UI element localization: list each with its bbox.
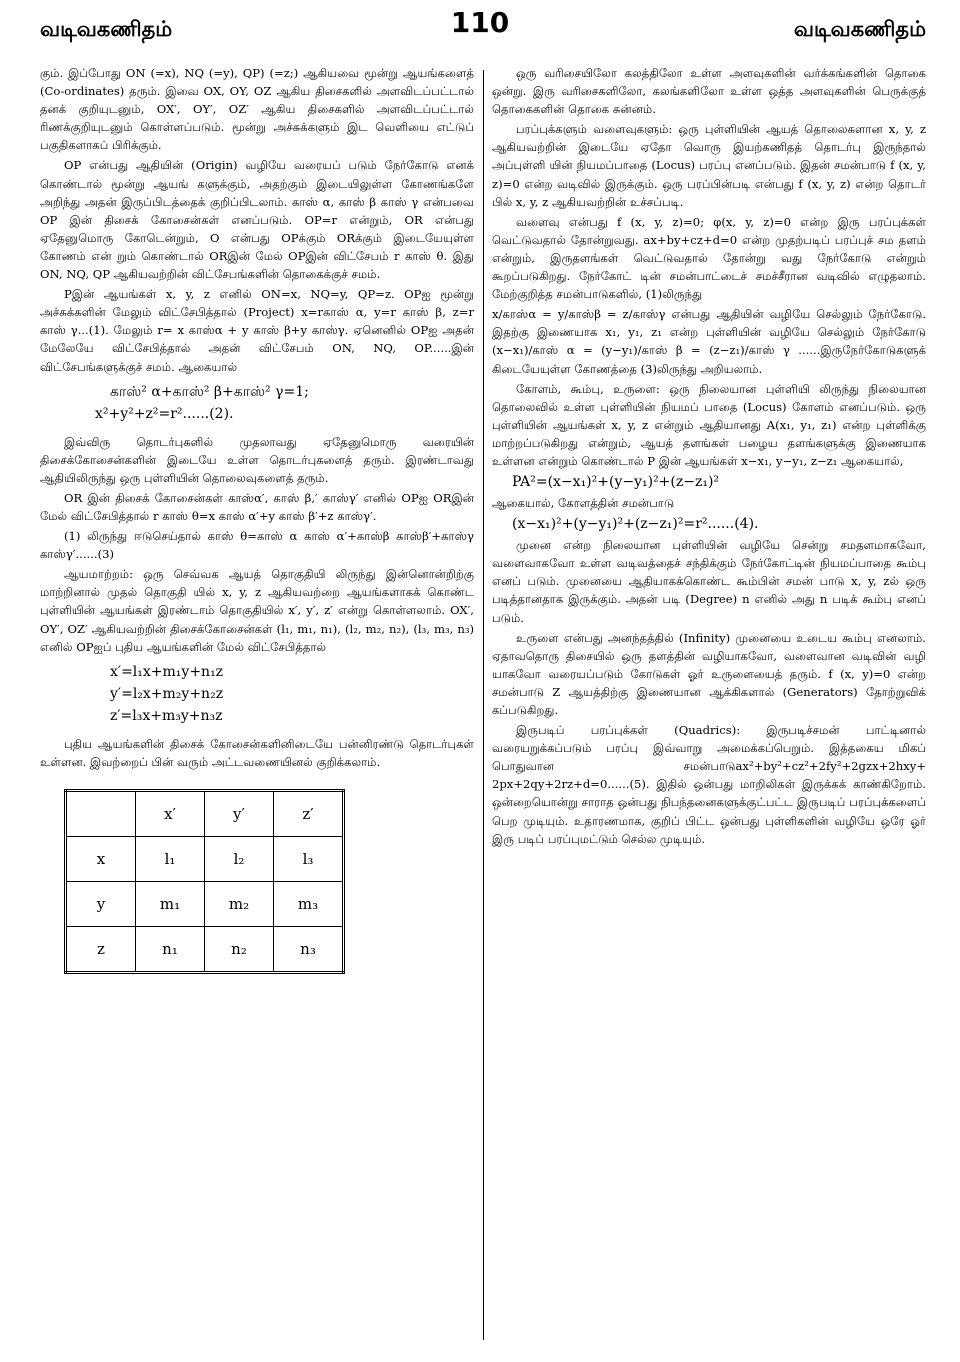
table-cell [66,790,136,836]
table-header-row [66,790,344,836]
table-cell: z′ [274,790,344,836]
paragraph: இவ்விரு தொடர்புகளில் முதலாவது ஏதேனுமொரு வரையின் திசைக்கோசைன்களின் இடையே உள்ள தொடர்புகளைத் தரும். இரண்டாவது ஆதியிலிருந்து ஒரு புள்ளியின் தொலைவுகளைத் தரும். [40,434,474,485]
table-cell: x′ [136,790,205,836]
table-row [66,926,344,972]
equation: காஸ்² α+காஸ்² β+காஸ்² γ=1; [110,383,309,400]
page-header [40,10,926,44]
table-cell: z [66,926,136,972]
table-cell: m₃ [274,881,344,926]
equation: PA²=(x−x₁)²+(y−y₁)²+(z−z₁)² [512,474,720,491]
paragraph: வளைவு என்பது f (x, y, z)=0; φ(x, y, z)=0 என்ற இரு பரப்புக்கள் வெட்டுவதால் தோன்றுவது. ax+by+cz+d=0 என்ற முதற்படிப் பரப்புச் சம தளம் என்றும், இருதளங்கள் வெட்டுவதால் தோன்று வது நேர்கோடு என்றும் கூறப்படுகிறது. நேர்கோட் டின் சமன்பாட்டைச் சமச்சீரான வடிவில் எழுதலாம். மேற்குறித்த சமன்பாடுகளில், (1)லிருந்து [492,214,926,302]
paragraph: உருளை என்பது அனந்தத்தில் (Infinity) முனையை உடைய கூம்பு எனலாம். ஏதாவதொரு திசையில் ஒரு தளத்தின் வழியாகவோ, வளைவான வடிவின் வழி யாகவோ வரையப்படும் கோடுகள் ஓர் உருளையைத் தரும். f (x, y)=0 என்ற சமன்பாடு Z ஆயத்திற்கு இணையான ஆக்கிகளால் (Generators) தோற்றுவிக் கப்படுகிறது. [492,630,926,717]
equation: y′=l₂x+m₂y+n₂z [110,685,224,702]
table-row [66,836,344,881]
table-cell: n₂ [205,926,274,972]
table-row [66,881,344,926]
paragraph: ஆயமாற்றம்: ஒரு செவ்வக ஆயத் தொகுதியி லிருந்து இன்னொன்றிற்கு மாற்றினால் முதல் தொகுதி யில் x, y, z ஆகியவற்றை ஆயங்களாகக் கொண்ட புள்ளியின் ஆயங்கள் இரண்டாம் தொகுதியில் x′, y′, z′ என்று கொள்ளலாம். OX′, OY′, OZ′ ஆகியவற்றின் திசைக்கோசைன்கள் (l₁, m₁, n₁), (l₂, m₂, n₂), (l₃, m₃, n₃) எனில் OPஐப் புதிய ஆயங்களின் மேல் விட்சேபித்தால் [40,567,474,654]
paragraph: கோளம், கூம்பு, உருளை: ஒரு நிலையான புள்ளியி லிருந்து நிலையான தொலைவில் உள்ள புள்ளியின் நியமப் பாதை (Locus) கோளம் எனப்படும். ஒரு புள்ளியின் ஆயங்கள் x, y, z என்றும் ஆதியானது A(x₁, y₁, z₁) என்ற புள்ளிக்கு மாற்றப்படுகிறது என்றும், ஆயத் தளங்கள் பழைய தளங்களுக்கு இணையாக உள்ளன என்றும் கொண்டால் P இன் ஆயங்கள் x−x₁, y−y₁, z−z₁ ஆகையால், [492,381,926,468]
equation: x²+y²+z²=r²......(2). [95,405,234,422]
paragraph: OR இன் திசைக் கோசைன்கள் காஸ்α′, காஸ் β,′ காஸ்γ′ எனில் OPஐ ORஇன் மேல் விட்சேபித்தால் r காஸ் θ=x காஸ் α′+y காஸ் β′+z காஸ்γ′. [40,490,474,523]
equation-block [40,382,474,425]
table-cell: x [66,836,136,881]
table-cell: l₁ [136,836,205,881]
equation: z′=l₃x+m₃y+n₃z [110,707,223,724]
running-head-right: வடிவகணிதம் [793,17,926,41]
table-cell: n₃ [274,926,344,972]
paragraph: கும். இப்போது ON (=x), NQ (=y), QP) (=z;) ஆகியவை மூன்று ஆயங்களைத் (Co-ordinates) தரும். இவை OX, OY, OZ ஆகிய திசைகளில் அளவிடப்பட்டால் தனக் குறியுடனும், OX′, OY′, OZ′ ஆகிய திசைகளில் அளவிடப்பட்டால் ரிணக்குறியுடனும் கொள்ளப்படும். மூன்று அச்சுக்களும் இட வெளியை எட்டுப் பகுதிகளாகப் பிரிக்கும். [40,66,474,153]
direction-cosine-table [64,789,345,974]
paragraph: Pஇன் ஆயங்கள் x, y, z எனில் ON=x, NQ=y, QP=z. OPஐ மூன்று அச்சுக்களின் மேலும் விட்சேபித்தால் (Project) x=rகாஸ் α, y=r காஸ் β, z=r காஸ் γ...(1). மேலும் r= x காஸ்α + y காஸ் β+y காஸ்γ. ஏனெனில் OPஐ அதன் மேலேயே விட்சேபித்தால் அதன் விட்சேபம் ON, NQ, OP......இன் விட்சேபங்களுக்குச் சமம். ஆகையால் [40,287,474,374]
left-column [40,64,474,974]
page-number: 110 [450,6,510,39]
table-cell: l₂ [205,836,274,881]
table-cell: l₃ [274,836,344,881]
table-cell: y [66,881,136,926]
paragraph: இருபடிப் பரப்புக்கள் (Quadrics): இருபடிச்சமன் பாட்டினால் வரையறுக்கப்படும் பரப்பு இவ்வாறு அமைக்கப்பெறும். இத்தகைய மிகப் பொதுவான சமன்பாடுax²+by²+cz²+2fy²+2gzx+2hxy+ 2px+2qy+2rz+d=0......(5). இதில் ஒன்பது மாறிலிகள் இருக்கக் காண்கிறோம். ஒன்றையொன்று சாராத ஒன்பது நிபந்தனைகளுக்குட்பட்ட இருபடிப் பரப்புக்களைப் பெற முடியும். உதாரணமாக, குறிப் பிட்ட ஒன்பது புள்ளிகளின் வழியே ஒரே ஓர் இரு படிப் பரப்புமட்டும் செல்ல முடியும். [492,723,926,846]
paragraph: பரப்புக்களும் வளைவுகளும்: ஒரு புள்ளியின் ஆயத் தொலைகளான x, y, z ஆகியவற்றின் இடையே ஏதோ வொரு இயற்கணிதத் தொடர்பு இருந்தால் அப்புள்ளி யின் நியமப்பாதை (Locus) பரப்பு எனப்படும். இதன் சமன்பாடு f (x, y, z)=0 என்ற வடிவில் இருக்கும். ஒரு பரப்பின்படி என்பது f (x, y, z) என்ற தொடர் பில் x, y, z ஆகியவற்றின் உச்சப்படி. [492,122,926,209]
paragraph: ஆகையால், கோளத்தின் சமன்பாடு [492,496,675,511]
equation: (x−x₁)²+(y−y₁)²+(z−z₁)²=r²......(4). [512,516,759,533]
paragraph: (1) லிருந்து ஈடுசெய்தால் காஸ் θ=காஸ் α காஸ் α′+காஸ்β காஸ்β′+காஸ்γ காஸ்γ′......(3) [40,529,474,562]
equation: x′=l₁x+m₁y+n₁z [110,663,224,680]
equation-block [40,662,474,727]
paragraph: x/காஸ்α = y/காஸ்β = z/காஸ்γ என்பது ஆதியின் வழியே செல்லும் நேர்கோடு. இதற்கு இணையாக x₁, y₁, z₁ என்ற புள்ளியின் வழியே செல்லும் நேர்கோடு (x−x₁)/காஸ் α = (y−y₁)/காஸ் β = (z−z₁)/காஸ் γ ......இருநேர்கோடுகளுக் கிடையேயுள்ள கோணத்தை (3)லிருந்து அறியலாம். [492,307,926,376]
column-divider [483,70,484,1340]
table-cell: n₁ [136,926,205,972]
table-cell: m₁ [136,881,205,926]
table-cell: m₂ [205,881,274,926]
paragraph: புதிய ஆயங்களின் திசைக் கோசைன்களினிடையே பன்னிரண்டு தொடர்புகள் உள்ளன. இவற்றைப் பின் வரும் அட்டவணையினல் குறிக்கலாம். [40,736,474,769]
table-cell: y′ [205,790,274,836]
paragraph: ஒரு வரிசையிலோ கலத்திலோ உள்ள அளவுகளின் வர்க்கங்களின் தொகை ஒன்று. இரு வரிசைகளிலோ, கலங்களிலோ உள்ள ஒத்த அளவுகளின் பெருக்குத் தொகைகளின் தொகை சுன்னம். [492,66,926,117]
running-head-left: வடிவகணிதம் [40,17,173,41]
paragraph: முனை என்ற நிலையான புள்ளியின் வழியே சென்று சமதளமாகவோ, வளைவாகவோ உள்ள வடிவத்தைச் சந்திக்கும் நேர்கோட்டின் நியமப்பாதை கூம்பு எனப் படும். முனையை ஆதியாகக்கொண்ட கூம்பின் சமன் பாடு x, y, zல் ஒரு படித்தானதாக இருக்கும். அதன் படி (Degree) n எனில் அது n படிக் கூம்பு எனப் படும். [492,538,926,625]
paragraph: OP என்பது ஆதியின் (Origin) வழியே வரையப் படும் நேர்கோடு எனக் கொண்டால் மூன்று ஆயங் களுக்கும், அதற்கும் இடையிலுள்ள கோணங்களே அறிந்து அதன் இருப்பிடத்தைக் குறிப்பிடலாம். காஸ் α, காஸ் β காஸ் γ என்பவை OP இன் திசைக் கோசைன்கள் எனப்படும். OP=r என்றும், OR என்பது ஏதேனுமொரு கோடென்றும், O என்பது OPக்கும் ORக்கும் இடையேயுள்ள கோணம் என் றும் கொண்டால் ORஇன் மேல் OPஇன் விட்சேபம் r காஸ் θ. இது ON, NQ, QP ஆகியவற்றின் விட்சேபங்களின் தொகைக்குச் சமம். [40,158,474,282]
right-column [492,64,926,974]
